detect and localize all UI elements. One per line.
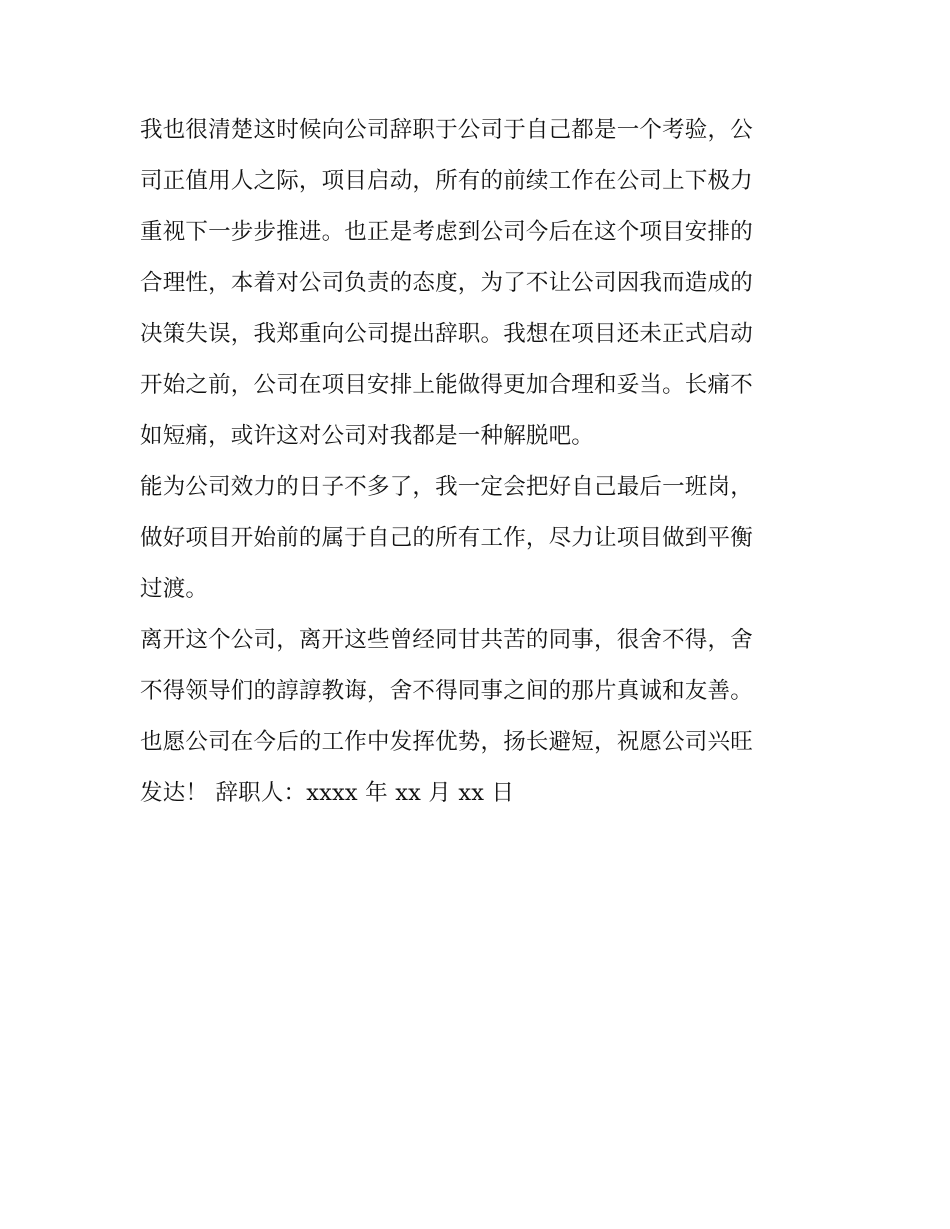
paragraph-1	[140, 107, 812, 464]
text-line: 如短痛，或许这对公司对我都是一种解脱吧。	[140, 423, 595, 449]
text-line: 开始之前，公司在项目安排上能做得更加合理和妥当。长痛不	[140, 372, 753, 398]
text-line: 司正值用人之际，项目启动，所有的前续工作在公司上下极力	[140, 168, 753, 194]
text-line: 也愿公司在今后的工作中发挥优势，扬长避短，祝愿公司兴旺	[140, 729, 753, 755]
text-line: 不得领导们的諄諄教诲，舍不得同事之间的那片真诚和友善。	[140, 678, 753, 704]
text-line: 合理性，本着对公司负责的态度，为了不让公司因我而造成的	[140, 270, 753, 296]
text-line: 我也很清楚这时候向公司辞职于公司于自己都是一个考验，公	[140, 117, 753, 143]
text-line: 重视下一步步推进。也正是考虑到公司今后在这个项目安排的	[140, 219, 753, 245]
paragraph-2	[140, 464, 812, 617]
paragraph-3	[140, 617, 812, 821]
text-line: 离开这个公司，离开这些曾经同甘共苦的同事，很舍不得，舍	[140, 627, 753, 653]
text-line: 决策失误，我郑重向公司提出辞职。我想在项目还未正式启动	[140, 321, 753, 347]
text-line: 做好项目开始前的属于自己的所有工作，尽力让项目做到平衡	[140, 525, 753, 551]
document-body	[140, 107, 812, 821]
text-line: 能为公司效力的日子不多了，我一定会把好自己最后一班岗，	[140, 474, 753, 500]
text-line: 过渡。	[140, 576, 209, 602]
signature-line: 发达！ 辞职人：xxxx 年 xx 月 xx 日	[140, 780, 515, 806]
